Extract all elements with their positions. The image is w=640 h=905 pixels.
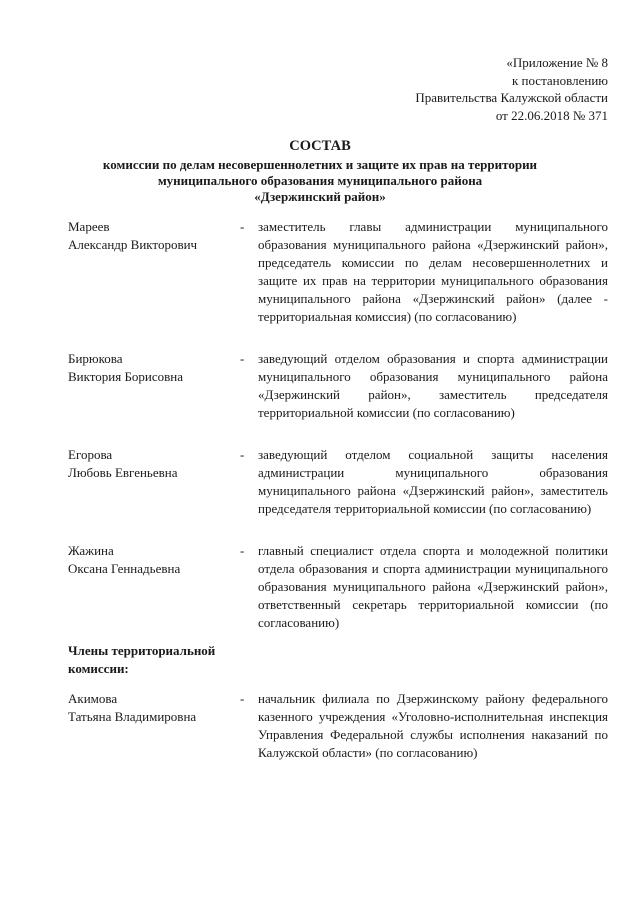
dash-separator: - [240,447,245,462]
member-given-name: Татьяна Владимировна [68,709,197,724]
member-position: заведующий отделом образования и спорта администрации муниципального образования муниципального района «Дзержинский район», заместитель председателя территориальной комиссии (по согласованию) [258,351,608,420]
member-position: заведующий отделом социальной защиты населения администрации муниципального образования муниципального района «Дзержинский район», заместитель председателя территориальной комиссии (по согласованию) [258,447,608,516]
member-surname: Мареев [68,219,110,234]
member-surname: Бирюкова [68,351,123,366]
member-name [68,690,238,726]
member-surname: Егорова [68,447,113,462]
dash-separator: - [240,543,245,558]
member-surname: Акимова [68,691,118,706]
dash-separator: - [240,691,245,706]
dash-separator: - [240,351,245,366]
member-surname: Жажина [68,543,114,558]
members-heading-line: Члены территориальной [68,643,216,658]
dash-separator: - [240,219,245,234]
member-name [68,350,238,386]
member-name [68,542,238,578]
heading-line: «Дзержинский район» [254,189,386,204]
document-heading [0,138,640,205]
member-position: главный специалист отдела спорта и молодежной политики отдела образования и спорта администрации муниципального образования муниципального района «Дзержинский район», ответственный секретарь территориальной комиссии (по согласованию) [258,543,608,630]
heading-line: муниципального образования муниципального района [157,173,483,188]
appendix-line: «Приложение № 8 [506,55,608,70]
appendix-line: от 22.06.2018 № 371 [495,107,608,123]
member-name [68,446,238,482]
member-given-name: Виктория Борисовна [68,369,184,384]
member-given-name: Оксана Геннадьевна [68,561,181,576]
heading-line: комиссии по делам несовершеннолетних и защите их прав на территории [102,157,538,172]
appendix-line: Правительства Калужской области [415,90,608,105]
document-title: СОСТАВ [289,138,351,154]
member-position: начальник филиала по Дзержинскому району федерального казенного учреждения «Уголовно-исполнительная инспекция Управления Федеральной службы исполнения наказаний по Калужской области» (по согласованию) [258,691,608,760]
member-given-name: Любовь Евгеньевна [68,465,178,480]
member-position: заместитель главы администрации муниципального образования муниципального района «Дзержинский район», председатель комиссии по делам несовершеннолетних и защите их прав на территории муниципального образования муниципального района «Дзержинский район» (далее - территориальная комиссия) (по согласованию) [258,219,608,324]
appendix-line: к постановлению [511,72,608,88]
member-name [68,218,238,254]
members-heading-line: комиссии: [68,661,129,676]
member-given-name: Александр Викторович [68,237,198,252]
members-heading [68,642,268,678]
appendix-reference [415,54,608,124]
